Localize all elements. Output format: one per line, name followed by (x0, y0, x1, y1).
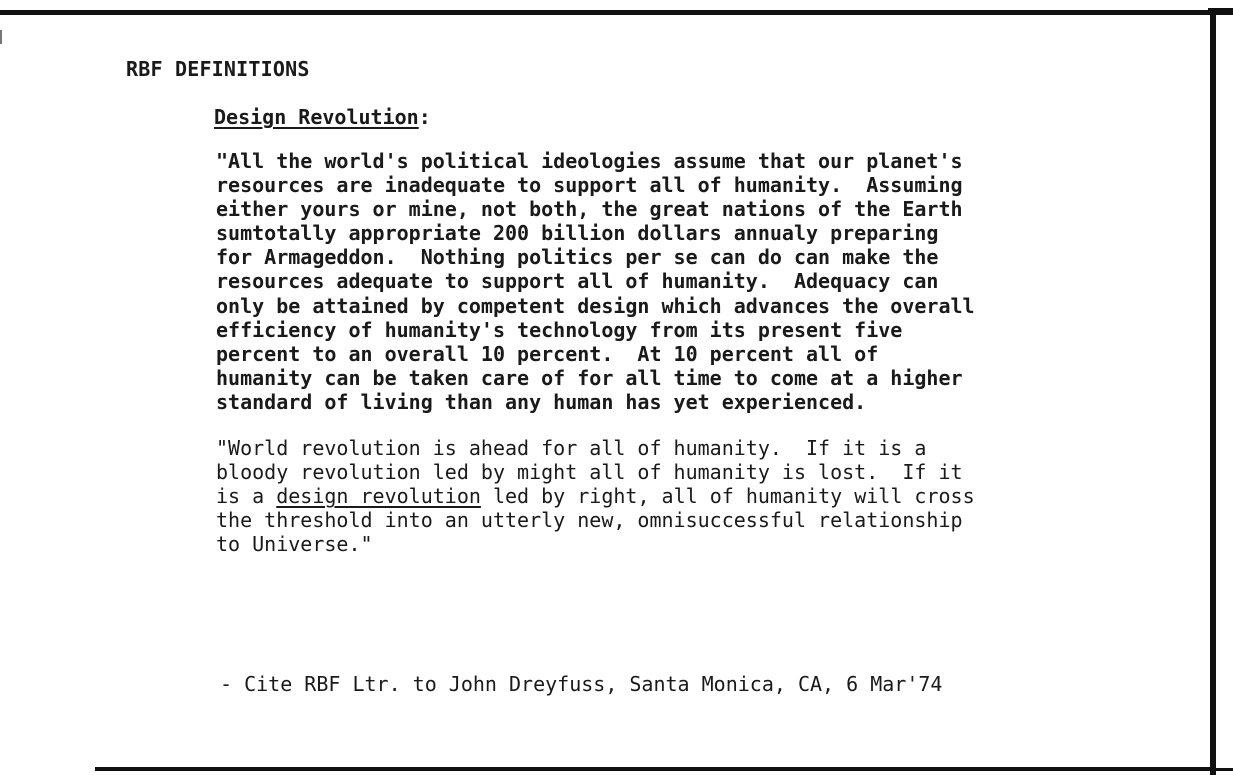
quote-line: sumtotally appropriate 200 billion dollars annualy preparing (216, 221, 939, 246)
quote-line: "All the world's political ideologies assume that our planet's (216, 149, 963, 173)
scan-edge-right (1210, 10, 1216, 775)
scan-edge-bottom (95, 767, 1215, 771)
definition-term-colon: : (418, 105, 431, 129)
scan-edge-bottom-tail (1215, 768, 1233, 771)
quote-line: only be attained by competent design which advances the overall (216, 293, 975, 318)
quote-line: the threshold into an utterly new, omnisuccessful relationship (216, 508, 963, 533)
quote-line: for Armageddon. Nothing politics per se can do can make the (216, 245, 939, 270)
quote-line: efficiency of humanity's technology from its present five (216, 317, 903, 342)
quote-paragraph-1 (216, 149, 1116, 414)
quote-line: standard of living than any human has yet experienced. (216, 389, 867, 414)
document-header: RBF DEFINITIONS (126, 57, 310, 81)
quote-text: is a (216, 484, 277, 509)
citation: - Cite RBF Ltr. to John Dreyfuss, Santa Monica, CA, 6 Mar'74 (220, 672, 943, 696)
definition-term (214, 105, 431, 129)
quote-line: percent to an overall 10 percent. At 10 percent all of (216, 341, 879, 366)
quote-line: resources are inadequate to support all of humanity. Assuming (216, 173, 963, 198)
quote-line: humanity can be taken care of for all time to come at a higher (216, 365, 963, 390)
quote-line: bloody revolution led by might all of humanity is lost. If it (216, 460, 963, 485)
quote-line: to Universe." (216, 532, 373, 557)
quote-line: "World revolution is ahead for all of humanity. If it is a (216, 436, 927, 460)
design-revolution-underlined: design revolution (276, 484, 481, 509)
quote-text: led by right, all of humanity will cross (480, 484, 975, 509)
quote-line: resources adequate to support all of humanity. Adequacy can (216, 269, 939, 294)
scan-edge-left (0, 30, 2, 44)
quote-paragraph-2 (216, 436, 1116, 556)
quote-line (216, 484, 1116, 508)
quote-line: either yours or mine, not both, the great nations of the Earth (216, 197, 963, 222)
scan-edge-top (0, 10, 1233, 15)
definition-term-text: Design Revolution (214, 105, 419, 129)
